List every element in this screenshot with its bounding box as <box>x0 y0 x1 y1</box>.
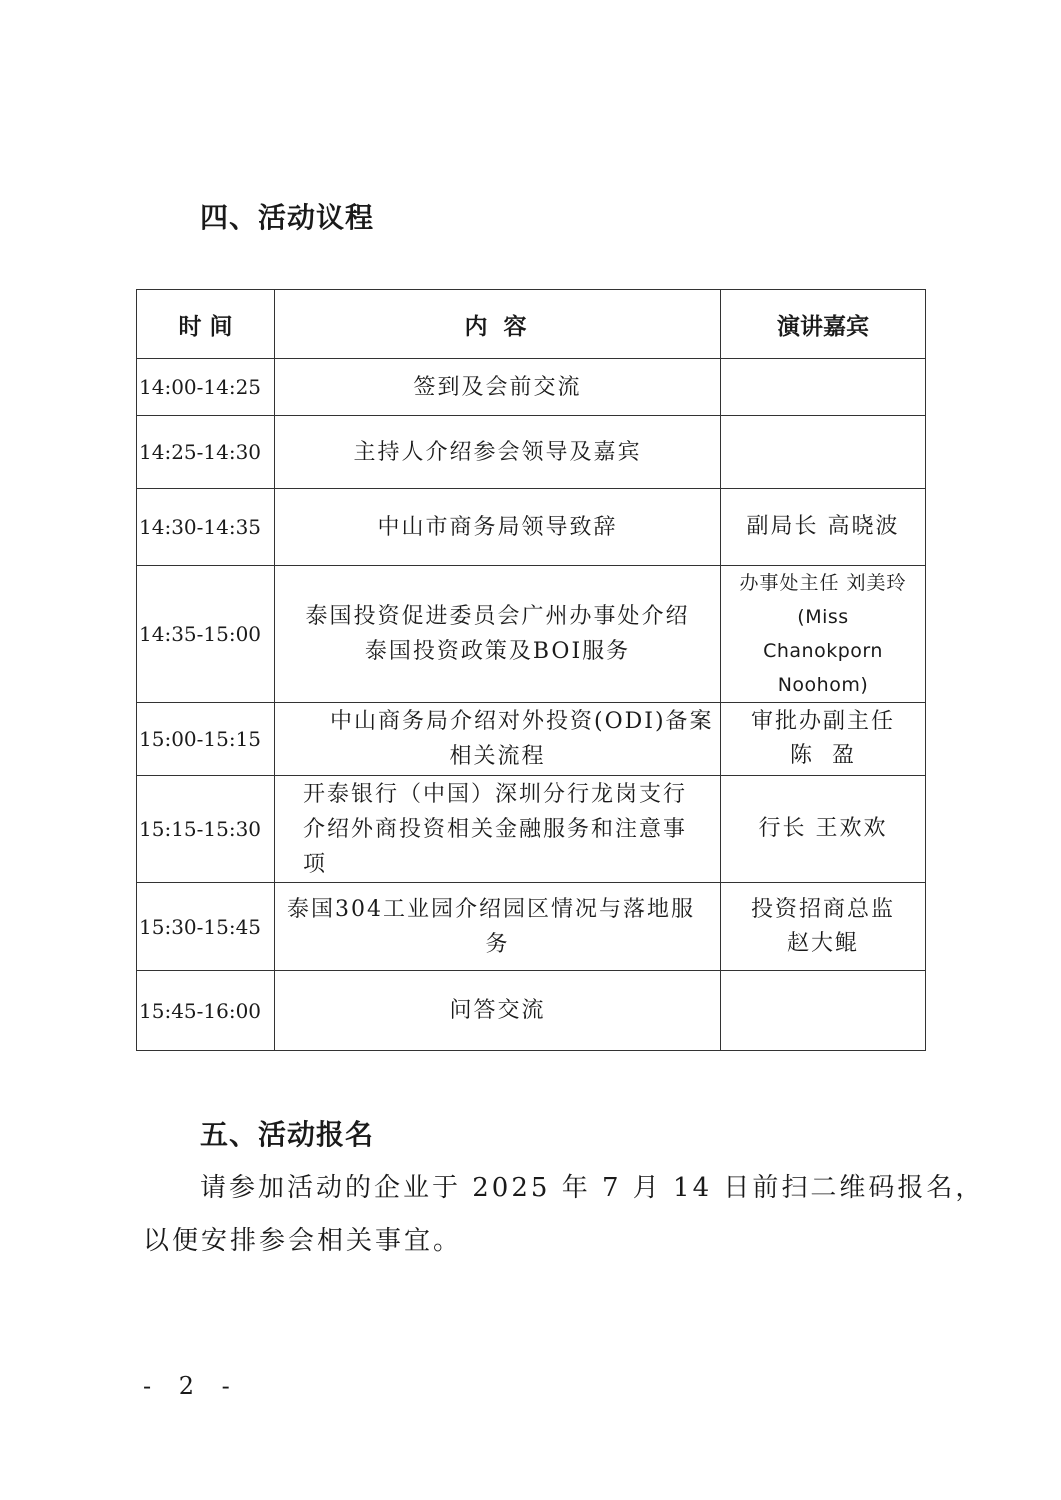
agenda-speaker-line: (Miss <box>797 606 849 628</box>
agenda-speaker-line: 陈 盈 <box>790 743 856 768</box>
agenda-speaker <box>721 883 926 971</box>
agenda-row <box>137 971 926 1051</box>
header-content: 内 容 <box>275 290 721 359</box>
agenda-content-line: 相关流程 <box>449 744 546 769</box>
agenda-time: 15:45-16:00 <box>137 971 275 1051</box>
agenda-speaker <box>721 971 926 1051</box>
agenda-content-line: 主持人介绍参会领导及嘉宾 <box>353 439 642 465</box>
agenda-content-line: 开泰银行（中国）深圳分行龙岗支行 <box>303 781 688 807</box>
agenda-content-line: 问答交流 <box>449 998 546 1023</box>
header-speaker: 演讲嘉宾 <box>721 290 926 359</box>
agenda-row <box>137 416 926 489</box>
agenda-speaker-line: 投资招商总监 <box>750 896 895 922</box>
agenda-content <box>275 566 721 703</box>
agenda-speaker-line: 行长 王欢欢 <box>758 816 888 841</box>
agenda-content-line: 介绍外商投资相关金融服务和注意事 <box>303 816 688 842</box>
agenda-speaker <box>721 416 926 489</box>
agenda-time: 14:00-14:25 <box>137 359 275 416</box>
agenda-speaker <box>721 489 926 566</box>
agenda-content <box>275 359 721 416</box>
agenda-time: 14:35-15:00 <box>137 566 275 703</box>
agenda-time: 15:00-15:15 <box>137 703 275 776</box>
agenda-speaker <box>721 566 926 703</box>
registration-text-line-1: 请参加活动的企业于 2025 年 7 月 14 日前扫二维码报名， <box>200 1173 985 1203</box>
agenda-content <box>275 416 721 489</box>
agenda-content-line: 务 <box>485 931 510 957</box>
agenda-speaker-line: Chanokporn <box>763 640 883 662</box>
agenda-content <box>275 883 721 971</box>
agenda-speaker <box>721 359 926 416</box>
agenda-row <box>137 489 926 566</box>
agenda-content-line: 泰国投资促进委员会广州办事处介绍 <box>305 604 690 629</box>
agenda-content-line: 中山商务局介绍对外投资(ODI)备案 <box>330 709 714 734</box>
agenda-speaker <box>721 703 926 776</box>
header-time: 时 间 <box>137 290 275 359</box>
agenda-speaker <box>721 776 926 883</box>
agenda-table <box>136 289 926 1051</box>
agenda-content-line: 项 <box>303 851 328 877</box>
agenda-content <box>275 971 721 1051</box>
agenda-time: 14:30-14:35 <box>137 489 275 566</box>
agenda-time: 15:15-15:30 <box>137 776 275 883</box>
agenda-content <box>275 489 721 566</box>
agenda-header-row <box>137 290 926 359</box>
page-number: - 2 - <box>143 1372 240 1400</box>
agenda-speaker-line: 副局长 高晓波 <box>746 514 900 539</box>
agenda-time: 14:25-14:30 <box>137 416 275 489</box>
agenda-row <box>137 883 926 971</box>
agenda-row <box>137 703 926 776</box>
agenda-row <box>137 776 926 883</box>
agenda-time: 15:30-15:45 <box>137 883 275 971</box>
agenda-content-line: 签到及会前交流 <box>413 374 582 400</box>
agenda-row <box>137 359 926 416</box>
agenda-content-line: 泰国304工业园介绍园区情况与落地服 <box>287 896 695 922</box>
agenda-speaker-line: Noohom) <box>777 674 869 696</box>
registration-text-line-2: 以便安排参会相关事宜。 <box>143 1226 463 1256</box>
agenda-speaker-line: 办事处主任 刘美玲 <box>739 572 907 594</box>
agenda-row <box>137 566 926 703</box>
agenda-content <box>275 703 721 776</box>
agenda-speaker-line: 审批办副主任 <box>750 709 895 734</box>
agenda-content-line: 中山市商务局领导致辞 <box>377 514 618 540</box>
registration-heading: 五、活动报名 <box>200 1118 375 1151</box>
agenda-content <box>275 776 721 883</box>
agenda-heading: 四、活动议程 <box>200 201 375 234</box>
agenda-speaker-line: 赵大鲲 <box>786 930 859 956</box>
agenda-content-line: 泰国投资政策及BOI服务 <box>364 639 631 664</box>
